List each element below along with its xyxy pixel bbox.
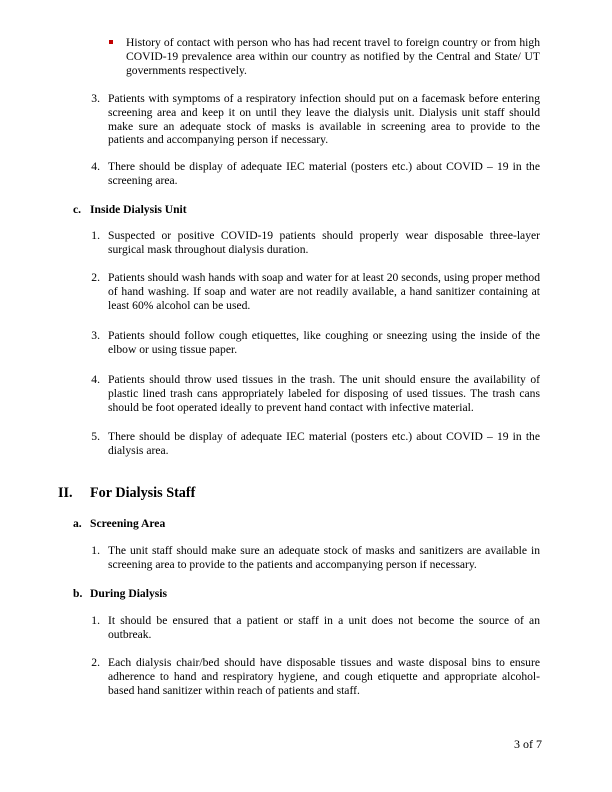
page-number: 3 of 7 xyxy=(514,737,542,751)
list-item: There should be display of adequate IEC material (posters etc.) about COVID – 19 in the dialysis area. xyxy=(108,430,540,457)
bullet-square-icon xyxy=(109,40,113,44)
subsection-title: During Dialysis xyxy=(90,587,167,600)
section-title: For Dialysis Staff xyxy=(90,485,196,501)
subsection-title: Screening Area xyxy=(90,517,166,530)
list-item: Patients should follow cough etiquettes, like coughing or sneezing using the inside of the elbow or using tissue paper. xyxy=(108,329,540,356)
subsection-label: c. xyxy=(73,203,82,216)
list-item: Each dialysis chair/bed should have disposable tissues and waste disposal bins to ensure adherence to hand and respiratory hygiene, and cough etiquette and appropriate alcohol-based hand sanitizer within reach of patients and staff. xyxy=(108,656,540,697)
list-number: 4. xyxy=(91,373,100,386)
list-item: There should be display of adequate IEC material (posters etc.) about COVID – 19 in the screening area. xyxy=(108,160,540,187)
list-number: 1. xyxy=(91,544,100,557)
list-number: 3. xyxy=(91,92,100,105)
list-item: The unit staff should make sure an adequate stock of masks and sanitizers are available in screening area to provide to the patients and accompanying person if necessary. xyxy=(108,544,540,571)
list-number: 2. xyxy=(91,656,100,669)
subsection-title: Inside Dialysis Unit xyxy=(90,203,187,216)
list-item: It should be ensured that a patient or staff in a unit does not become the source of an outbreak. xyxy=(108,614,540,641)
list-number: 3. xyxy=(91,329,100,342)
list-number: 2. xyxy=(91,271,100,284)
list-item: Patients should wash hands with soap and water for at least 20 seconds, using proper method of hand washing. If soap and water are not readily available, a hand sanitizer containing at least 60% alcohol can be used. xyxy=(108,271,540,312)
list-number: 5. xyxy=(91,430,100,443)
list-number: 1. xyxy=(91,229,100,242)
subsection-label: a. xyxy=(73,517,82,530)
subsection-label: b. xyxy=(73,587,83,600)
list-item: Patients with symptoms of a respiratory infection should put on a facemask before entering screening area and keep it on until they leave the dialysis unit. Dialysis unit staff should make sure an adequate stock of masks is available in screening area to provide to the patients and accompanying person if necessary. xyxy=(108,92,540,147)
list-number: 4. xyxy=(91,160,100,173)
contact-history-bullet: History of contact with person who has had recent travel to foreign country or from high COVID-19 prevalence area within our country as notified by the Central and State/ UT governments respectively. xyxy=(126,36,540,77)
section-number: II. xyxy=(58,485,73,501)
list-item: Patients should throw used tissues in the trash. The unit should ensure the availability of plastic lined trash cans appropriately labeled for disposing of used tissues. The trash cans should be foot operated ideally to prevent hand contact with infective material. xyxy=(108,373,540,414)
list-item: Suspected or positive COVID-19 patients should properly wear disposable three-layer surgical mask throughout dialysis duration. xyxy=(108,229,540,256)
list-number: 1. xyxy=(91,614,100,627)
